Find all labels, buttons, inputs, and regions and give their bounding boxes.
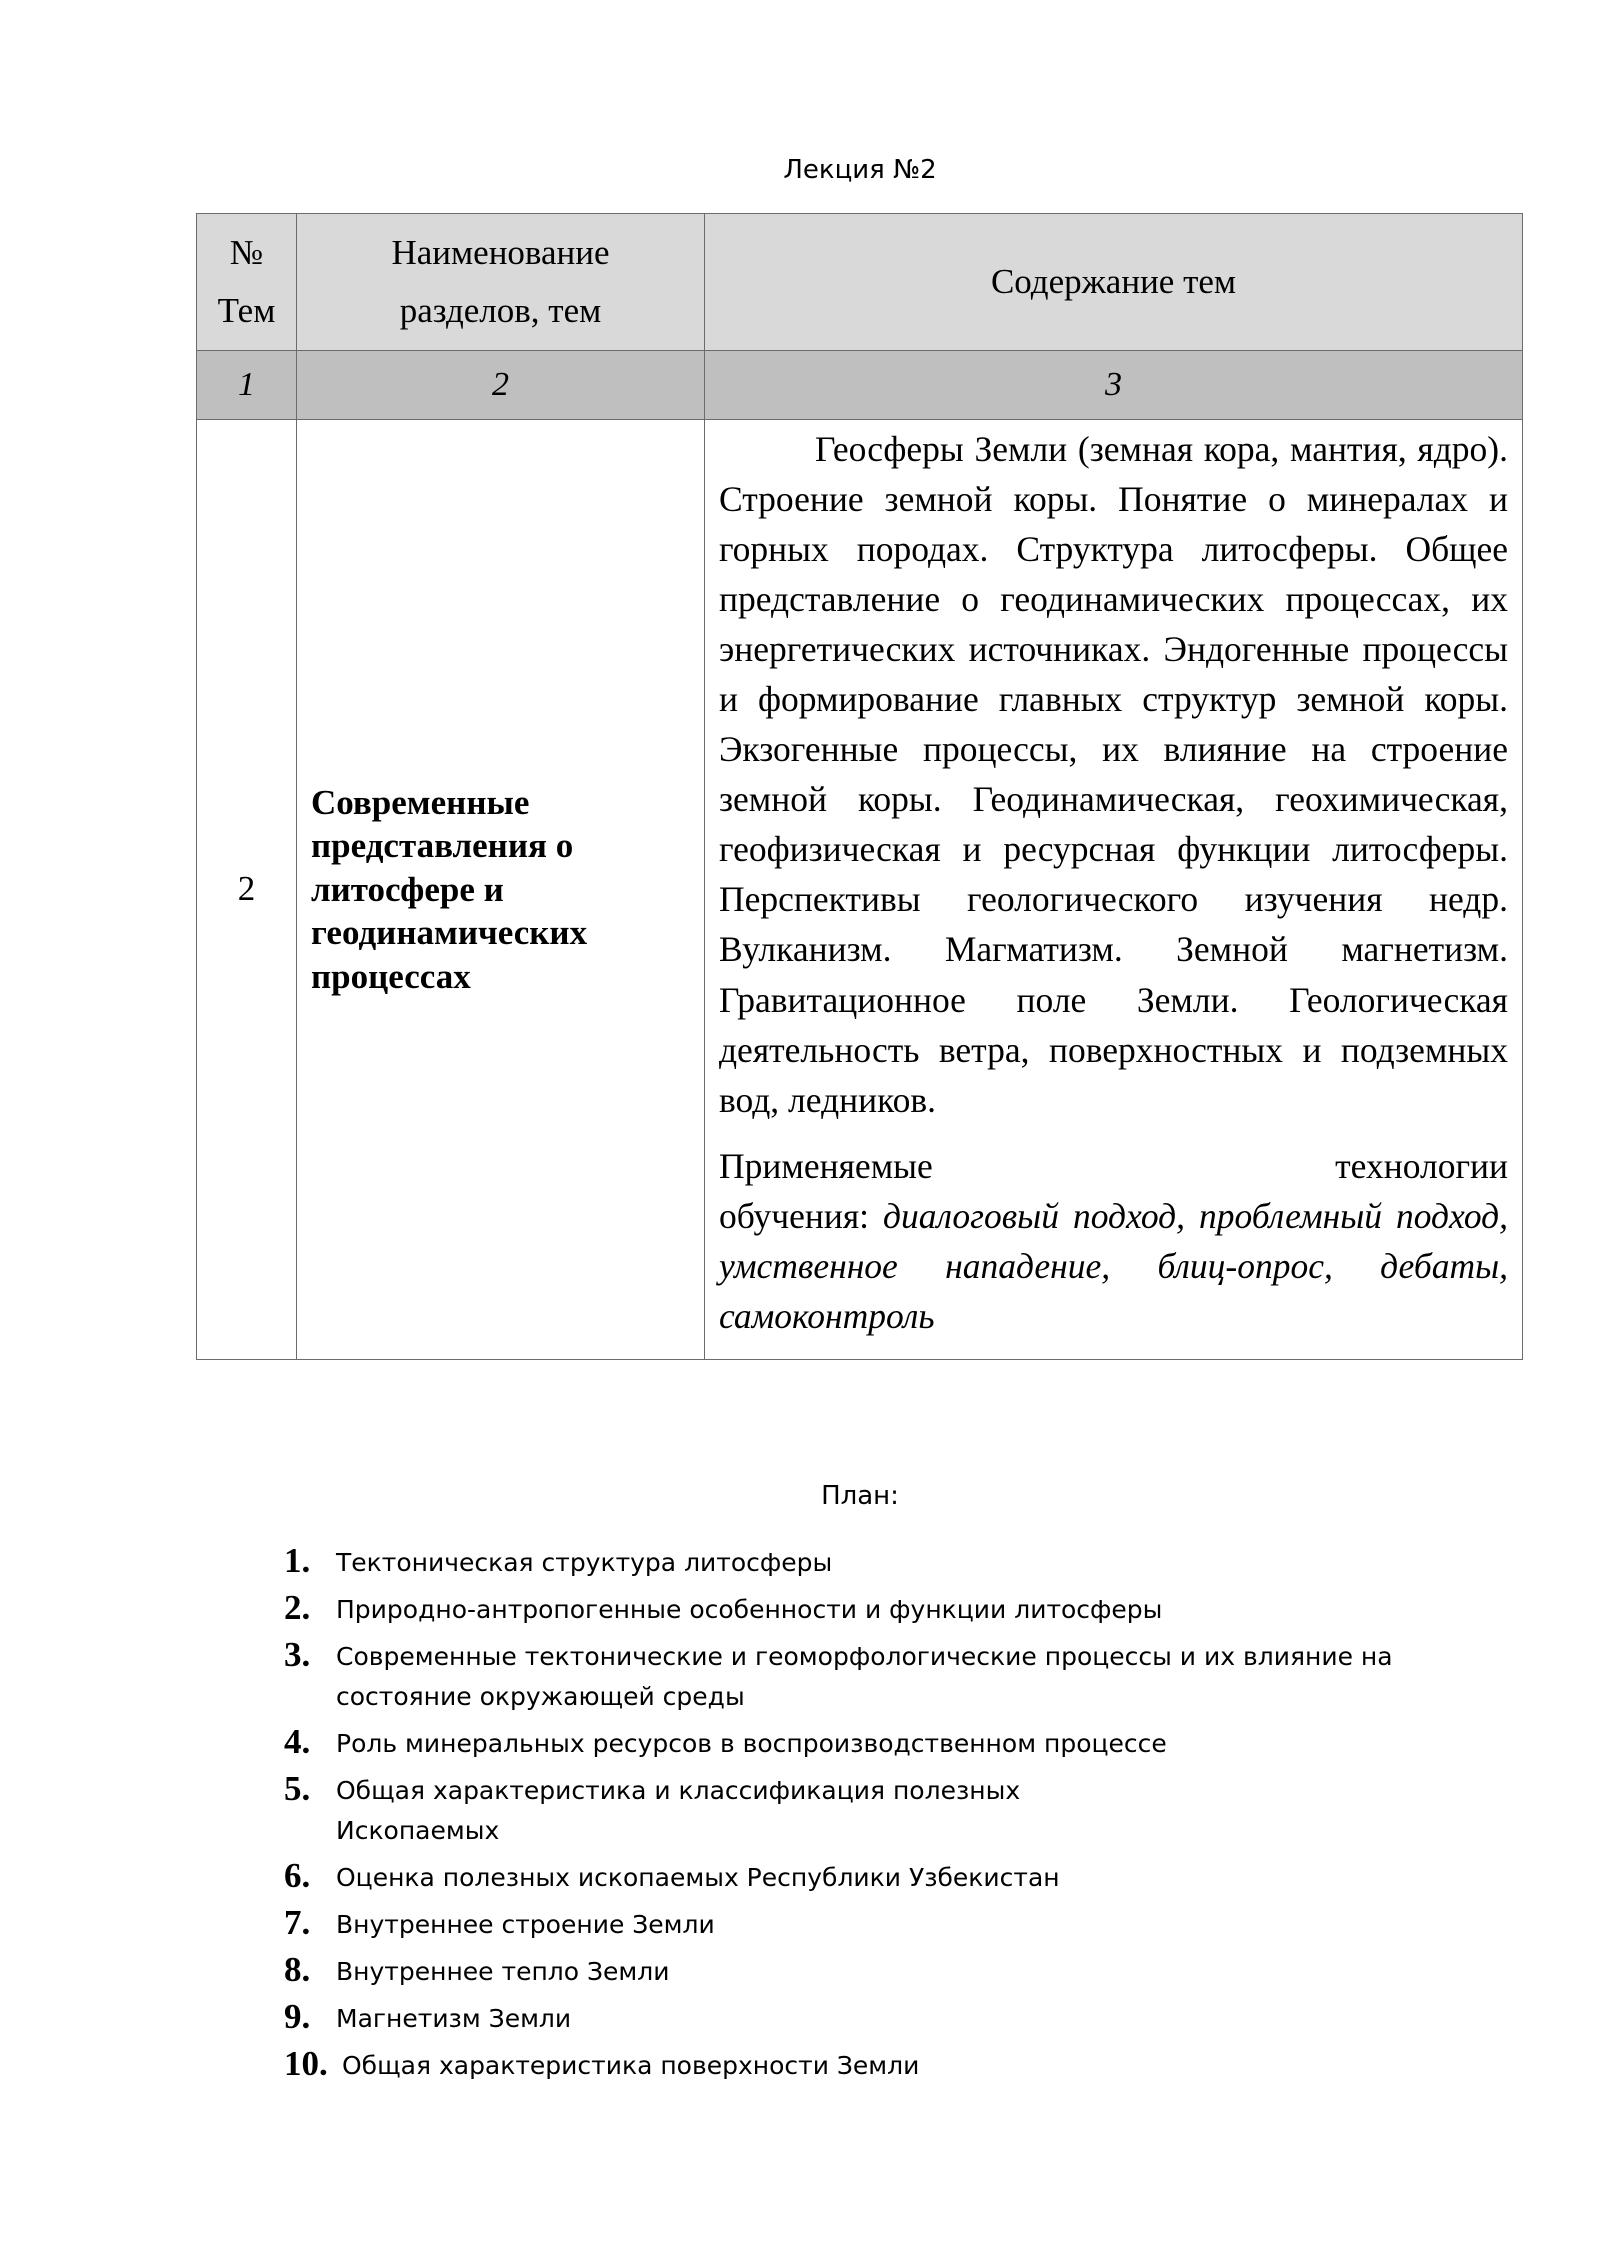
row-topic-name: Современные представления о литосфере и геодинамических процессах bbox=[297, 420, 705, 1360]
column-number-row bbox=[197, 351, 1523, 420]
list-item-text-continued: Ископаемых bbox=[336, 1816, 500, 1845]
list-item bbox=[284, 1637, 1524, 1717]
list-item-number: 6. bbox=[284, 1856, 311, 1895]
list-item-number: 1. bbox=[284, 1541, 311, 1580]
tech-word-learning: обучения: bbox=[719, 1195, 870, 1236]
list-item-number: 7. bbox=[284, 1903, 311, 1942]
list-item-text: Общая характеристика поверхности Земли bbox=[342, 2051, 920, 2080]
teaching-methods-line bbox=[719, 1191, 1508, 1341]
list-item-text: Внутреннее строение Земли bbox=[336, 1910, 715, 1939]
list-item-number: 4. bbox=[284, 1722, 311, 1761]
list-item bbox=[284, 1724, 1524, 1764]
list-item bbox=[284, 1543, 1524, 1583]
list-item-text: Современные тектонические и геоморфологические процессы и их влияние на состояние окружающей среды bbox=[336, 1642, 1393, 1711]
list-item-number: 5. bbox=[284, 1769, 311, 1808]
list-item-text: Оценка полезных ископаемых Республики Узбекистан bbox=[336, 1863, 1060, 1892]
header-number-sign: № bbox=[229, 233, 264, 273]
list-item bbox=[284, 1858, 1524, 1898]
header-section-line1: Наименование bbox=[391, 233, 610, 273]
column-number-2: 2 bbox=[297, 351, 705, 420]
content-paragraph: Геосферы Земли (земная кора, мантия, ядро). Строение земной коры. Понятие о минералах и горных породах. Структура литосферы. Общее представление о геодинамических процессах, их энергетических источниках. Эндогенные процессы и формирование главных структур земной коры. Экзогенные процессы, их влияние на строение земной коры. Геодинамическая, геохимическая, геофизическая и ресурсная функции литосферы. Перспективы геологического изучения недр. Вулканизм. Магматизм. Земной магнетизм. Гравитационное поле Земли. Геологическая деятельность ветра, поверхностных и подземных вод, ледников. bbox=[719, 429, 1508, 1120]
header-topic-number bbox=[197, 214, 297, 351]
list-item-number: 8. bbox=[284, 1950, 311, 1989]
list-item-number: 2. bbox=[284, 1588, 311, 1627]
list-item-number: 10. bbox=[284, 2044, 328, 2083]
table-header-row bbox=[197, 214, 1523, 351]
list-item-text: Внутреннее тепло Земли bbox=[336, 1957, 670, 1986]
lecture-table bbox=[196, 213, 1523, 1360]
column-number-1: 1 bbox=[197, 351, 297, 420]
list-item bbox=[284, 1999, 1524, 2039]
list-item-number: 9. bbox=[284, 1997, 311, 2036]
row-topic-number: 2 bbox=[197, 420, 297, 1360]
tech-word-applied: Применяемые bbox=[719, 1145, 933, 1186]
list-item bbox=[284, 1952, 1524, 1992]
column-number-3: 3 bbox=[705, 351, 1523, 420]
list-item-text: Магнетизм Земли bbox=[336, 2004, 572, 2033]
tech-word-technologies: технологии bbox=[1335, 1145, 1508, 1186]
teaching-methods: диалоговый подход, проблемный подход, умственное нападение, блиц-опрос, дебаты, самоконтроль bbox=[719, 1195, 1508, 1336]
plan-list bbox=[284, 1543, 1524, 2093]
teaching-technologies-label-line bbox=[719, 1141, 1508, 1191]
list-item bbox=[284, 1905, 1524, 1945]
list-item-text: Роль минеральных ресурсов в воспроизводственном процессе bbox=[336, 1729, 1167, 1758]
list-item bbox=[284, 1771, 1524, 1851]
list-item bbox=[284, 2046, 1524, 2086]
header-content: Содержание тем bbox=[705, 214, 1523, 351]
list-item bbox=[284, 1590, 1524, 1630]
list-item-text: Общая характеристика и классификация полезных bbox=[336, 1776, 1021, 1805]
header-section-name bbox=[297, 214, 705, 351]
header-section-line2: разделов, тем bbox=[399, 291, 602, 330]
lecture-title: Лекция №2 bbox=[783, 155, 937, 185]
list-item-text: Природно-антропогенные особенности и функции литосферы bbox=[336, 1595, 1163, 1624]
header-topic-word: Тем bbox=[217, 291, 276, 330]
table-row bbox=[197, 420, 1523, 1360]
list-item-text: Тектоническая структура литосферы bbox=[336, 1548, 833, 1577]
row-topic-content bbox=[705, 420, 1523, 1360]
teaching-technologies bbox=[719, 1141, 1508, 1341]
list-item-number: 3. bbox=[284, 1635, 311, 1674]
plan-title: План: bbox=[821, 1481, 899, 1511]
